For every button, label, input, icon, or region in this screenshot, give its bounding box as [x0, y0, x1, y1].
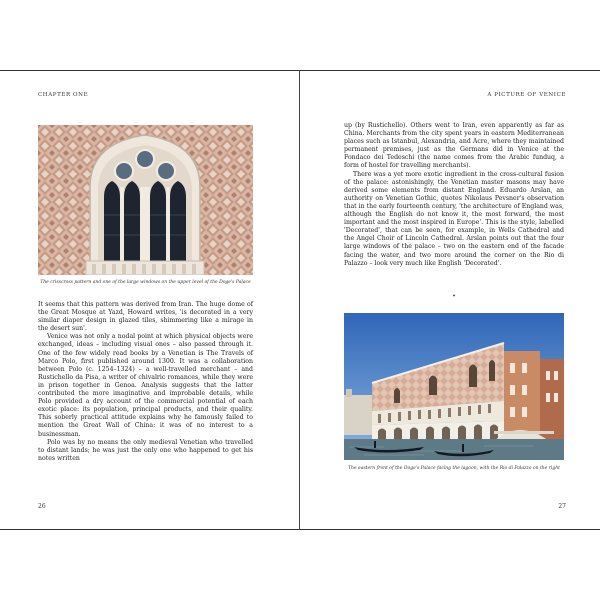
body-text-right [344, 122, 564, 268]
figure-caption-right: The eastern front of the Doge's Palace facing the lagoon, with the Rio di Palazzo on the right [348, 466, 560, 471]
left-page [0, 71, 299, 529]
paragraph: Polo was by no means the only medieval Venetian who travelled to distant lands; he was just the only one who happened to get his notes written [38, 438, 253, 462]
gothic-window-photo [38, 125, 253, 275]
book-spread [0, 70, 600, 530]
figure-caption-left: The crisscross pattern and one of the large windows on the upper level of the Doge's Palace [40, 280, 251, 285]
page-number-right: 27 [558, 503, 566, 510]
page-number-left: 26 [38, 503, 46, 510]
running-head-left: CHAPTER ONE [38, 92, 89, 98]
paragraph: It seems that this pattern was derived from Iran. The huge dome of the Great Mosque at Yazd, Howard writes, 'is decorated in a very similar diaper design in glazed tiles, shimmering like a mirage in the desert sun'. [38, 301, 253, 333]
section-break-dot: • [452, 293, 456, 300]
body-text-left [38, 301, 253, 463]
paragraph: Venice was not only a nodal point at which physical objects were exchanged, ideas – including visual ones – also passed through it. One of the few widely read books by a Venetian is The Travels of Marco Polo, first published around 1300. It was a collaboration between Polo (c. 1254–1324) – a well-travelled merchant – and Rustichello da Pisa, a writer of chivalric romances, while they were in prison together in Genoa. Analysis suggests that the latter contributed the more imaginative and improbable details, while Polo provided a dry account of the commercial potential of each exotic place: its population, principal products, and their quality. This soberly practical attitude explains why he famously failed to mention the Great Wall of China: it was of no interest to a businessman. [38, 333, 253, 438]
paragraph: up (by Rustichello). Others went to Iran, even apparently as far as China. Merchants from the city spent years in eastern Mediterranean places such as Istanbul, Alexandria, and Acre, where they maintained permanent premises, just as the Germans did in Venice at the Fondaco dei Tedeschi (the name comes from the Arabic funduq, a form of hostel for travelling merchants). [344, 122, 564, 170]
right-page [300, 71, 600, 529]
doges-palace-photo [344, 313, 564, 460]
running-head-right: A PICTURE OF VENICE [487, 92, 566, 98]
paragraph: There was a yet more exotic ingredient in the cross-cultural fusion of the palace: astonishingly, the Venetian master masons may have derived some elements from distant England. Eduardo Arslan, an authority on Venetian Gothic, quotes Nikolaus Pevsner's observation that in the early fourteenth century, 'the architecture of England was, although the English do not know it, the most forward, the most important and the most inspired in Europe'. This is the style, labelled 'Decorated', that can be seen, for example, in Wells Cathedral and the Angel Choir of Lincoln Cathedral. Arslan points out that the four large windows of the palace – two on the eastern end of the facade facing the water, and two more around the corner on the Rio di Palazzo – look very much like English 'Decorated'. [344, 170, 564, 267]
